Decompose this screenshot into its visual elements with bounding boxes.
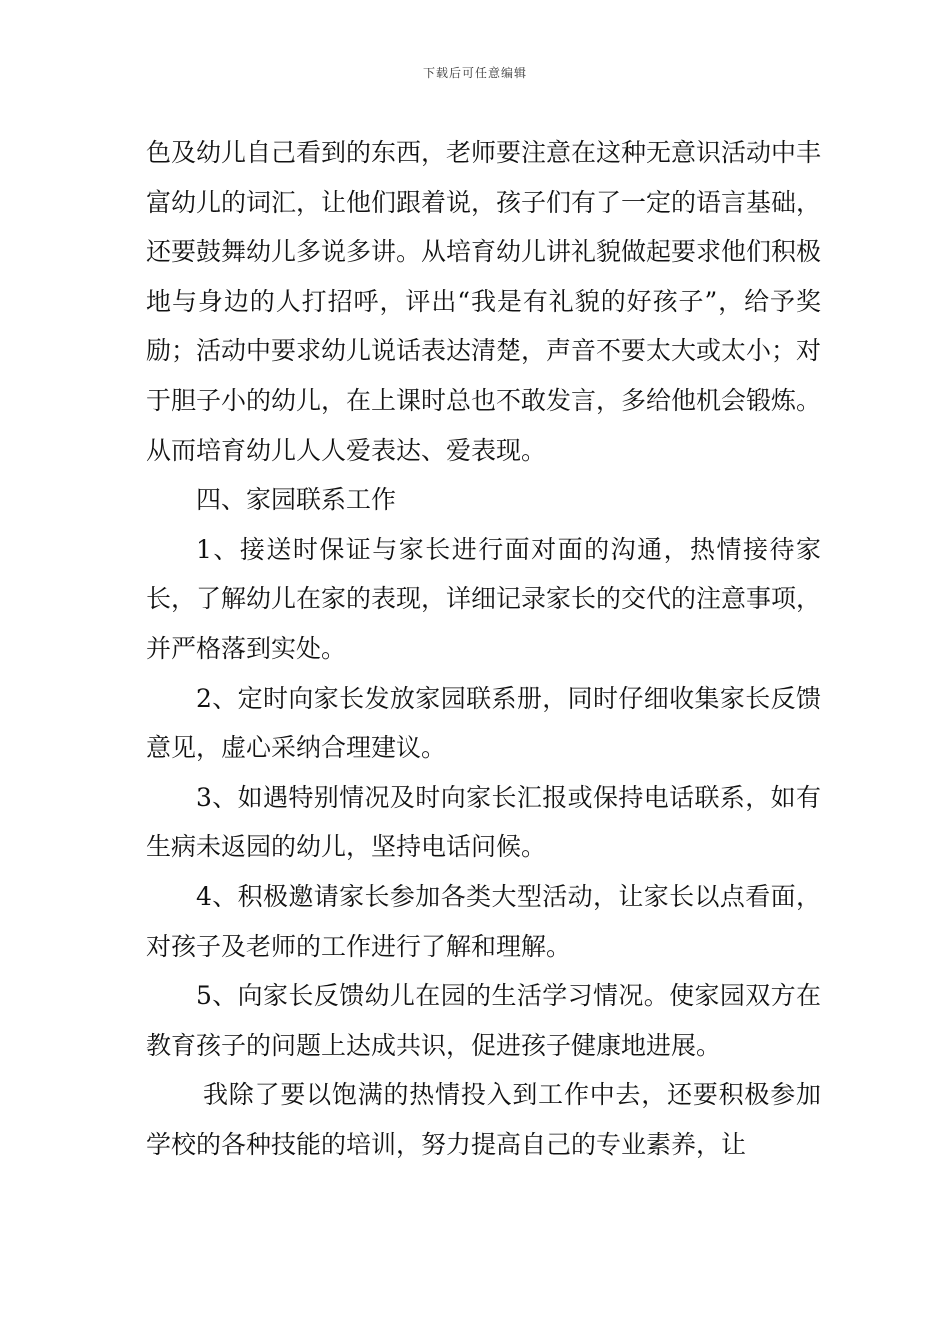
list-item: 3、如遇特别情况及时向家长汇报或保持电话联系，如有生病未返园的幼儿，坚持电话问候。 — [146, 782, 821, 862]
list-item: 5、向家长反馈幼儿在园的生活学习情况。使家园双方在教育孩子的问题上达成共识，促进孩子健康地进展。 — [146, 981, 821, 1060]
list-item: 4、积极邀请家长参加各类大型活动，让家长以点看面，对孩子及老师的工作进行了解和理解。 — [146, 881, 821, 961]
page-header: 下载后可任意编辑 — [422, 66, 527, 80]
paragraph: 我除了要以饱满的热情投入到工作中去，还要积极参加学校的各种技能的培训，努力提高自己的专业素养，让 — [146, 1080, 821, 1159]
paragraph-continued: 色及幼儿自己看到的东西，老师要注意在这种无意识活动中丰富幼儿的词汇，让他们跟着说，孩子们有了一定的语言基础，还要鼓舞幼儿多说多讲。从培育幼儿讲礼貌做起要求他们积极地与身边的人打招呼，评出“我是有礼貌的好孩子”，给予奖励；活动中要求幼儿说话表达清楚，声音不要太大或太小；对于胆子小的幼儿，在上课时总也不敢发言，多给他机会锻炼。从而培育幼儿人人爱表达、爱表现。 — [146, 138, 822, 465]
list-item: 1、接送时保证与家长进行面对面的沟通，热情接待家长，了解幼儿在家的表现，详细记录家长的交代的注意事项，并严格落到实处。 — [146, 534, 822, 663]
list-item: 2、定时向家长发放家园联系册，同时仔细收集家长反馈意见，虚心采纳合理建议。 — [146, 683, 821, 763]
section-heading: 四、家园联系工作 — [196, 485, 397, 515]
document-body — [146, 128, 821, 1169]
